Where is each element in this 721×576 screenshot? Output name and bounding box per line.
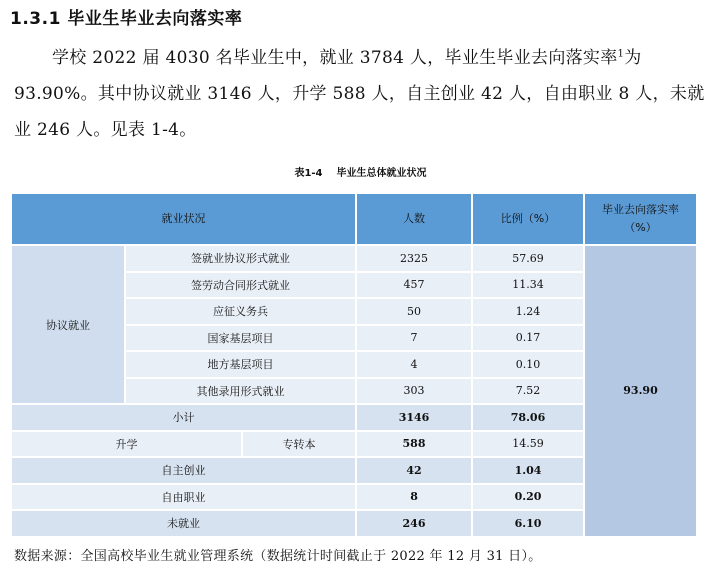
group-label: 协议就业 xyxy=(11,245,125,404)
paragraph-text-2: 为 93.90%。其中协议就业 3146 人，升学 588 人，自主创业 42 人，自由职业 8 人，未就业 246 人。见表 1-4。 xyxy=(14,48,705,140)
table-header-row xyxy=(11,193,697,245)
further-study-count: 588 xyxy=(356,431,472,458)
table-number: 表1-4 xyxy=(294,168,323,179)
freelance-label: 自由职业 xyxy=(11,484,356,511)
row-ratio: 11.34 xyxy=(472,272,584,299)
subtotal-count: 3146 xyxy=(356,404,472,431)
row-count: 303 xyxy=(356,378,472,405)
further-study-label: 升学 xyxy=(11,431,242,458)
row-label: 应征义务兵 xyxy=(125,298,356,325)
self-employed-ratio: 1.04 xyxy=(472,457,584,484)
unemployed-count: 246 xyxy=(356,510,472,537)
unemployed-label: 未就业 xyxy=(11,510,356,537)
header-status: 就业状况 xyxy=(11,193,356,245)
row-count: 50 xyxy=(356,298,472,325)
subtotal-label: 小计 xyxy=(11,404,356,431)
row-ratio: 0.10 xyxy=(472,351,584,378)
row-count: 7 xyxy=(356,325,472,352)
paragraph-text-1: 学校 2022 届 4030 名毕业生中，就业 3784 人，毕业生毕业去向落实率 xyxy=(52,48,618,68)
row-label: 地方基层项目 xyxy=(125,351,356,378)
freelance-count: 8 xyxy=(356,484,472,511)
subtotal-ratio: 78.06 xyxy=(472,404,584,431)
footnote-marker[interactable]: 1 xyxy=(617,48,625,60)
row-ratio: 57.69 xyxy=(472,245,584,272)
row-label: 签劳动合同形式就业 xyxy=(125,272,356,299)
row-label: 其他录用形式就业 xyxy=(125,378,356,405)
row-count: 4 xyxy=(356,351,472,378)
data-source-note: 数据来源：全国高校毕业生就业管理系统（数据统计时间截止于 2022 年 12 月 31 日）。 xyxy=(14,549,542,564)
row-ratio: 0.17 xyxy=(472,325,584,352)
row-ratio: 1.24 xyxy=(472,298,584,325)
header-count: 人数 xyxy=(356,193,472,245)
rate-value: 93.90 xyxy=(584,245,697,537)
further-study-sublabel: 专转本 xyxy=(242,431,356,458)
self-employed-label: 自主创业 xyxy=(11,457,356,484)
intro-paragraph xyxy=(14,40,714,148)
self-employed-count: 42 xyxy=(356,457,472,484)
row-label: 签就业协议形式就业 xyxy=(125,245,356,272)
header-ratio: 比例（%） xyxy=(472,193,584,245)
further-study-ratio: 14.59 xyxy=(472,431,584,458)
table-row xyxy=(11,245,697,272)
section-heading: 1.3.1 毕业生毕业去向落实率 xyxy=(10,9,243,29)
row-count: 457 xyxy=(356,272,472,299)
table-title: 毕业生总体就业状况 xyxy=(336,168,427,179)
table-caption xyxy=(0,164,721,179)
freelance-ratio: 0.20 xyxy=(472,484,584,511)
row-ratio: 7.52 xyxy=(472,378,584,405)
unemployed-ratio: 6.10 xyxy=(472,510,584,537)
row-label: 国家基层项目 xyxy=(125,325,356,352)
row-count: 2325 xyxy=(356,245,472,272)
employment-table xyxy=(10,192,698,538)
header-rate: 毕业去向落实率 （%） xyxy=(584,193,697,245)
